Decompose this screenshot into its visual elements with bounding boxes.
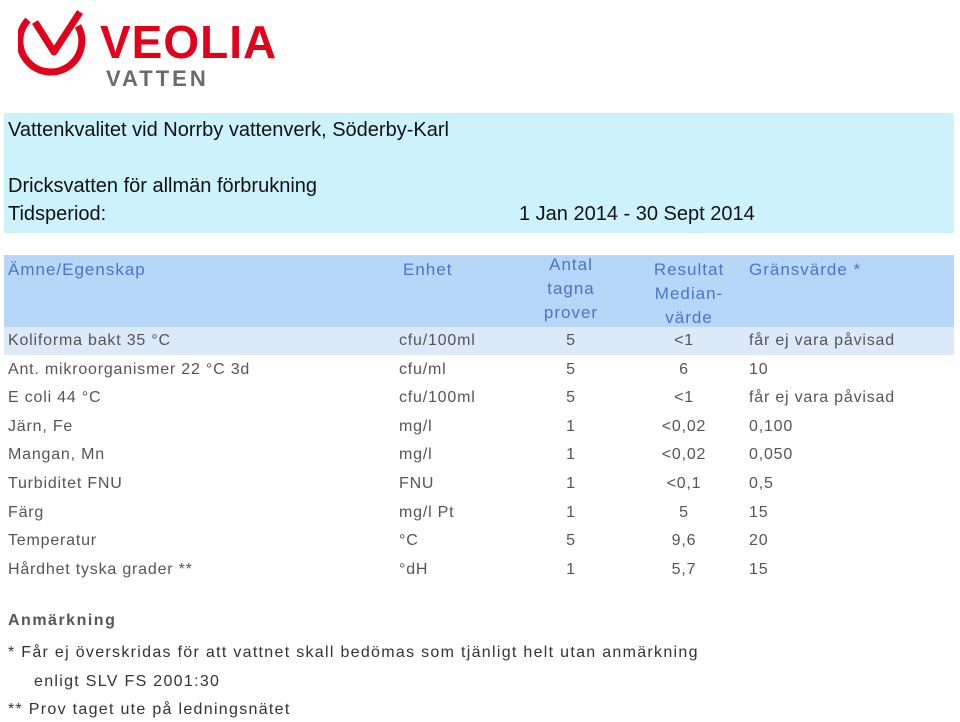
cell-limit: får ej vara påvisad bbox=[749, 389, 895, 407]
cell-unit: cfu/100ml bbox=[399, 332, 476, 349]
cell-name: Temperatur bbox=[8, 532, 97, 550]
cell-limit: 10 bbox=[749, 360, 769, 378]
document-title: Vattenkvalitet vid Norrby vattenverk, Söderby-Karl bbox=[8, 119, 449, 141]
cell-name: E coli 44 °C bbox=[8, 389, 102, 407]
table-row bbox=[4, 356, 954, 384]
cell-result: <1 bbox=[674, 389, 694, 407]
table-row bbox=[4, 413, 954, 441]
table-row bbox=[4, 441, 954, 469]
cell-limit: 0,5 bbox=[749, 475, 774, 492]
document-subtitle: Dricksvatten för allmän förbrukning bbox=[8, 175, 318, 197]
cell-unit: °C bbox=[399, 532, 419, 550]
column-header-limit: Gränsvärde * bbox=[749, 260, 862, 279]
svg-text:VEOLIA: VEOLIA bbox=[100, 16, 278, 68]
cell-limit: får ej vara påvisad bbox=[749, 332, 895, 349]
cell-unit: mg/l Pt bbox=[399, 503, 455, 521]
cell-count: 5 bbox=[566, 532, 576, 550]
cell-name: Mangan, Mn bbox=[8, 446, 105, 464]
cell-result: <1 bbox=[674, 332, 694, 349]
table-row bbox=[4, 556, 954, 584]
results-table bbox=[4, 327, 954, 587]
cell-result: 5 bbox=[679, 503, 689, 521]
table-row bbox=[4, 499, 954, 527]
note-line-3: ** Prov taget ute på ledningsnätet bbox=[8, 701, 291, 718]
cell-result: <0,02 bbox=[661, 446, 707, 464]
veolia-logo-mark bbox=[18, 6, 318, 90]
table-row bbox=[4, 327, 954, 355]
cell-count: 1 bbox=[566, 503, 576, 521]
cell-count: 1 bbox=[566, 560, 576, 578]
table-row bbox=[4, 384, 954, 412]
cell-name: Hårdhet tyska grader ** bbox=[8, 560, 193, 578]
note-line-1: * Får ej överskridas för att vattnet skall bedömas som tjänligt helt utan anmärkning bbox=[8, 644, 699, 661]
cell-result: <0,1 bbox=[666, 475, 702, 492]
column-header-name: Ämne/Egenskap bbox=[8, 260, 146, 279]
cell-limit: 0,050 bbox=[749, 446, 794, 464]
cell-limit: 20 bbox=[749, 532, 769, 550]
cell-name: Järn, Fe bbox=[8, 417, 74, 435]
cell-name: Turbiditet FNU bbox=[8, 475, 123, 492]
cell-name: Ant. mikroorganismer 22 °C 3d bbox=[8, 360, 251, 378]
cell-name: Färg bbox=[8, 503, 45, 521]
cell-result: 6 bbox=[679, 360, 689, 378]
notes-heading: Anmärkning bbox=[8, 612, 117, 629]
cell-name: Koliforma bakt 35 °C bbox=[8, 332, 171, 349]
cell-unit: mg/l bbox=[399, 446, 433, 464]
cell-count: 5 bbox=[566, 360, 576, 378]
cell-result: 5,7 bbox=[671, 560, 697, 578]
column-header-count: Antal tagna prover bbox=[543, 255, 599, 322]
cell-count: 1 bbox=[566, 446, 576, 464]
cell-unit: FNU bbox=[399, 475, 435, 492]
period-label: Tidsperiod: bbox=[8, 203, 107, 225]
column-header-result: Resultat Median- värde bbox=[653, 260, 725, 327]
cell-limit: 0,100 bbox=[749, 417, 794, 435]
cell-limit: 15 bbox=[749, 503, 769, 521]
table-header bbox=[4, 255, 954, 327]
table-row bbox=[4, 470, 954, 498]
cell-count: 5 bbox=[566, 389, 576, 407]
cell-result: <0,02 bbox=[661, 417, 707, 435]
document-header bbox=[4, 113, 954, 233]
note-line-2: enligt SLV FS 2001:30 bbox=[34, 673, 221, 690]
cell-count: 1 bbox=[566, 417, 576, 435]
cell-result: 9,6 bbox=[671, 532, 697, 550]
cell-unit: °dH bbox=[399, 560, 429, 578]
cell-unit: mg/l bbox=[399, 417, 433, 435]
cell-unit: cfu/100ml bbox=[399, 389, 476, 407]
cell-unit: cfu/ml bbox=[399, 360, 447, 378]
veolia-logo bbox=[18, 6, 318, 90]
table-row bbox=[4, 527, 954, 555]
cell-count: 1 bbox=[566, 475, 576, 492]
svg-text:VATTEN: VATTEN bbox=[106, 66, 209, 90]
cell-count: 5 bbox=[566, 332, 576, 349]
column-header-unit: Enhet bbox=[403, 260, 453, 279]
cell-limit: 15 bbox=[749, 560, 769, 578]
period-value: 1 Jan 2014 - 30 Sept 2014 bbox=[519, 203, 755, 225]
